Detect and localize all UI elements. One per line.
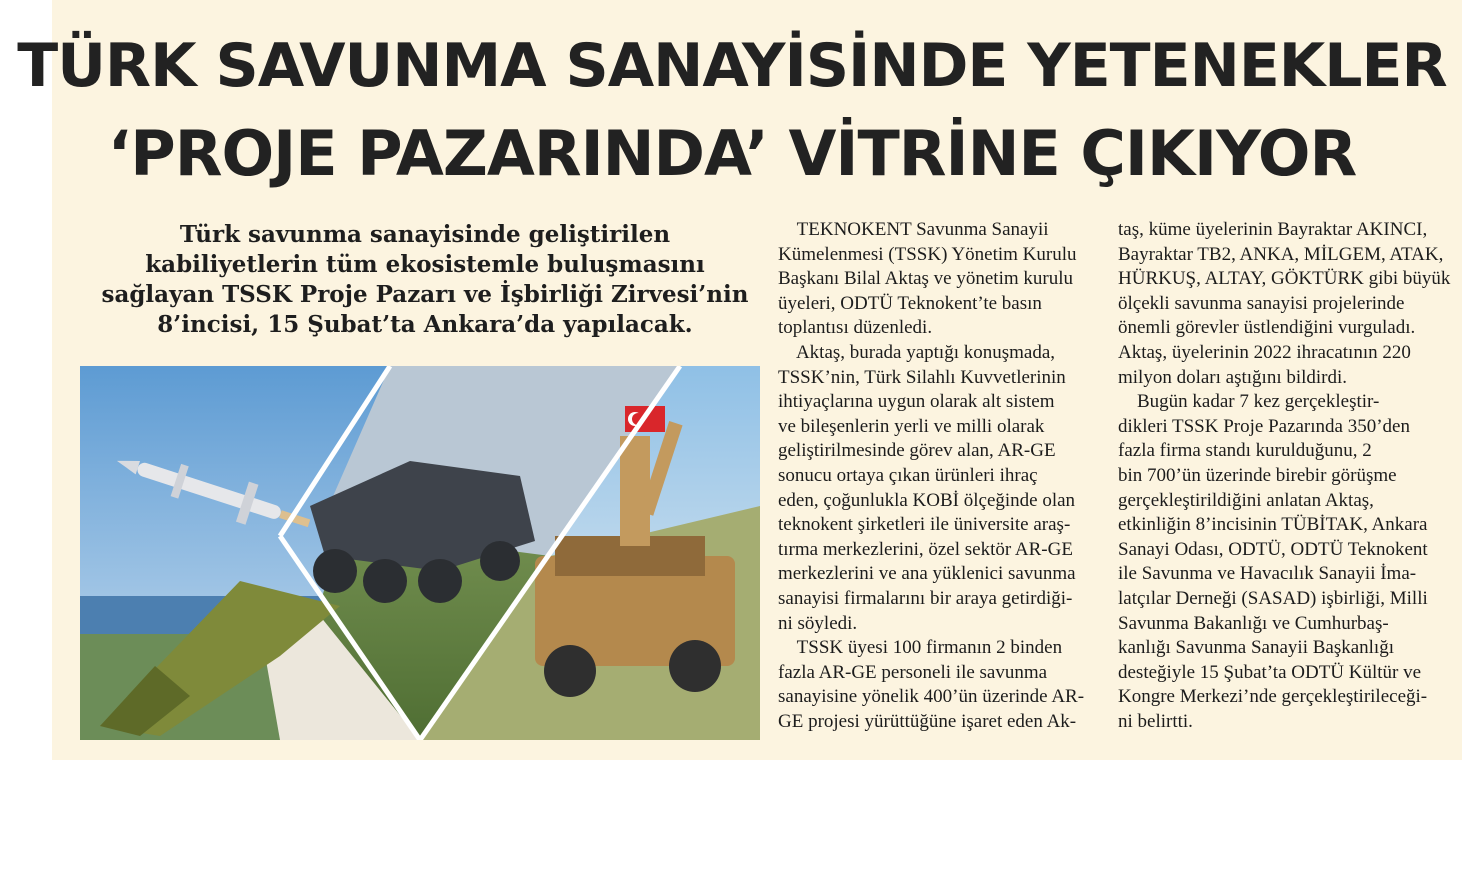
text-line: Bugün kadar 7 kez gerçekleştir- xyxy=(1118,391,1380,413)
text-line: fazla firma standı kurulduğunu, 2 xyxy=(1118,440,1372,462)
text-line: ölçekli savunma sanayisi projelerinde xyxy=(1118,292,1405,314)
lede-line: kabiliyetlerin tüm ekosistemle buluşmasını xyxy=(145,251,705,278)
text-line: HÜRKUŞ, ALTAY, GÖKTÜRK gibi büyük xyxy=(1118,268,1451,290)
text-line: eden, çoğunlukla KOBİ ölçeğinde olan xyxy=(778,489,1076,511)
lede-line: sağlayan TSSK Proje Pazarı ve İşbirliği Zirvesi’nin xyxy=(101,281,749,308)
text-line: merkezlerini ve ana yüklenici savunma xyxy=(778,563,1076,585)
text-line: bin 700’ün üzerinde birebir görüşme xyxy=(1118,464,1397,486)
defense-products-photo-collage xyxy=(80,366,760,740)
text-line: desteğiyle 15 Şubat’ta ODTÜ Kültür ve xyxy=(1118,661,1422,683)
text-line: Bayraktar TB2, ANKA, MİLGEM, ATAK, xyxy=(1118,243,1444,265)
text-line: Kümelenmesi (TSSK) Yönetim Kurulu xyxy=(778,243,1077,265)
text-line: gerçekleştirildiğini anlatan Aktaş, xyxy=(1118,489,1374,511)
text-line: Aktaş, burada yaptığı konuşmada, xyxy=(778,341,1056,363)
text-line: sonucu ortaya çıkan ürünleri ihraç xyxy=(778,464,1038,486)
text-line: geliştirilmesinde görev alan, AR-GE xyxy=(778,440,1056,462)
text-line: etkinliğin 8’incisinin TÜBİTAK, Ankara xyxy=(1118,514,1428,536)
text-line: önemli görevler üstlendiğini vurguladı. xyxy=(1118,317,1416,339)
text-line: tırma merkezlerini, özel sektör AR-GE xyxy=(778,538,1073,560)
text-line: dikleri TSSK Proje Pazarında 350’den xyxy=(1118,415,1410,437)
text-line: teknokent şirketleri ile üniversite araş- xyxy=(778,514,1071,536)
headline-line-1: TÜRK SAVUNMA SANAYİSİNDE YETENEKLER xyxy=(17,31,1447,101)
text-line: ve bileşenlerin yerli ve milli olarak xyxy=(778,415,1045,437)
text-line: taş, küme üyelerinin Bayraktar AKINCI, xyxy=(1118,219,1428,240)
text-line: toplantısı düzenledi. xyxy=(778,317,933,339)
text-line: TEKNOKENT Savunma Sanayii xyxy=(778,219,1049,240)
lede-line: Türk savunma sanayisinde geliştirilen xyxy=(179,221,671,248)
text-line: ni belirtti. xyxy=(1118,710,1193,732)
headline-line-2: ‘PROJE PAZARINDA’ VİTRİNE ÇIKIYOR xyxy=(107,117,1357,190)
text-line: ni söyledi. xyxy=(778,612,858,634)
text-line: Başkanı Bilal Aktaş ve yönetim kurulu xyxy=(778,268,1073,290)
collage-illustration xyxy=(80,366,760,740)
text-line: Savunma Bakanlığı ve Cumhurbaş- xyxy=(1118,612,1389,634)
text-line: ile Savunma ve Havacılık Sanayii İma- xyxy=(1118,563,1417,585)
text-line: üyeleri, ODTÜ Teknokent’te basın xyxy=(778,292,1042,314)
lede-line: 8’incisi, 15 Şubat’ta Ankara’da yapılacak. xyxy=(157,311,693,338)
text-line: ihtiyaçlarına uygun olarak alt sistem xyxy=(778,391,1055,413)
text-line: Kongre Merkezi’nde gerçekleştirileceği- xyxy=(1118,686,1428,708)
text-line: TSSK’nin, Türk Silahlı Kuvvetlerinin xyxy=(778,366,1066,388)
lede-paragraph xyxy=(80,220,770,340)
text-line: sanayisi firmalarını bir araya getirdiği- xyxy=(778,587,1073,609)
text-line: milyon doları aştığını bildirdi. xyxy=(1118,366,1348,388)
text-line: Sanayi Odası, ODTÜ, ODTÜ Teknokent xyxy=(1118,538,1428,560)
text-line: sanayisine yönelik 400’ün üzerinde AR- xyxy=(778,686,1085,708)
text-line: latçılar Derneği (SASAD) işbirliği, Milli xyxy=(1118,587,1428,609)
text-line: kanlığı Savunma Sanayii Başkanlığı xyxy=(1118,637,1394,659)
text-line: TSSK üyesi 100 firmanın 2 binden xyxy=(778,637,1063,659)
text-line: GE projesi yürüttüğüne işaret eden Ak- xyxy=(778,710,1077,732)
text-line: Aktaş, üyelerinin 2022 ihracatının 220 xyxy=(1118,341,1411,363)
text-line: fazla AR-GE personeli ile savunma xyxy=(778,661,1048,683)
article-column-2 xyxy=(1118,218,1451,734)
article-column-1 xyxy=(778,218,1098,734)
